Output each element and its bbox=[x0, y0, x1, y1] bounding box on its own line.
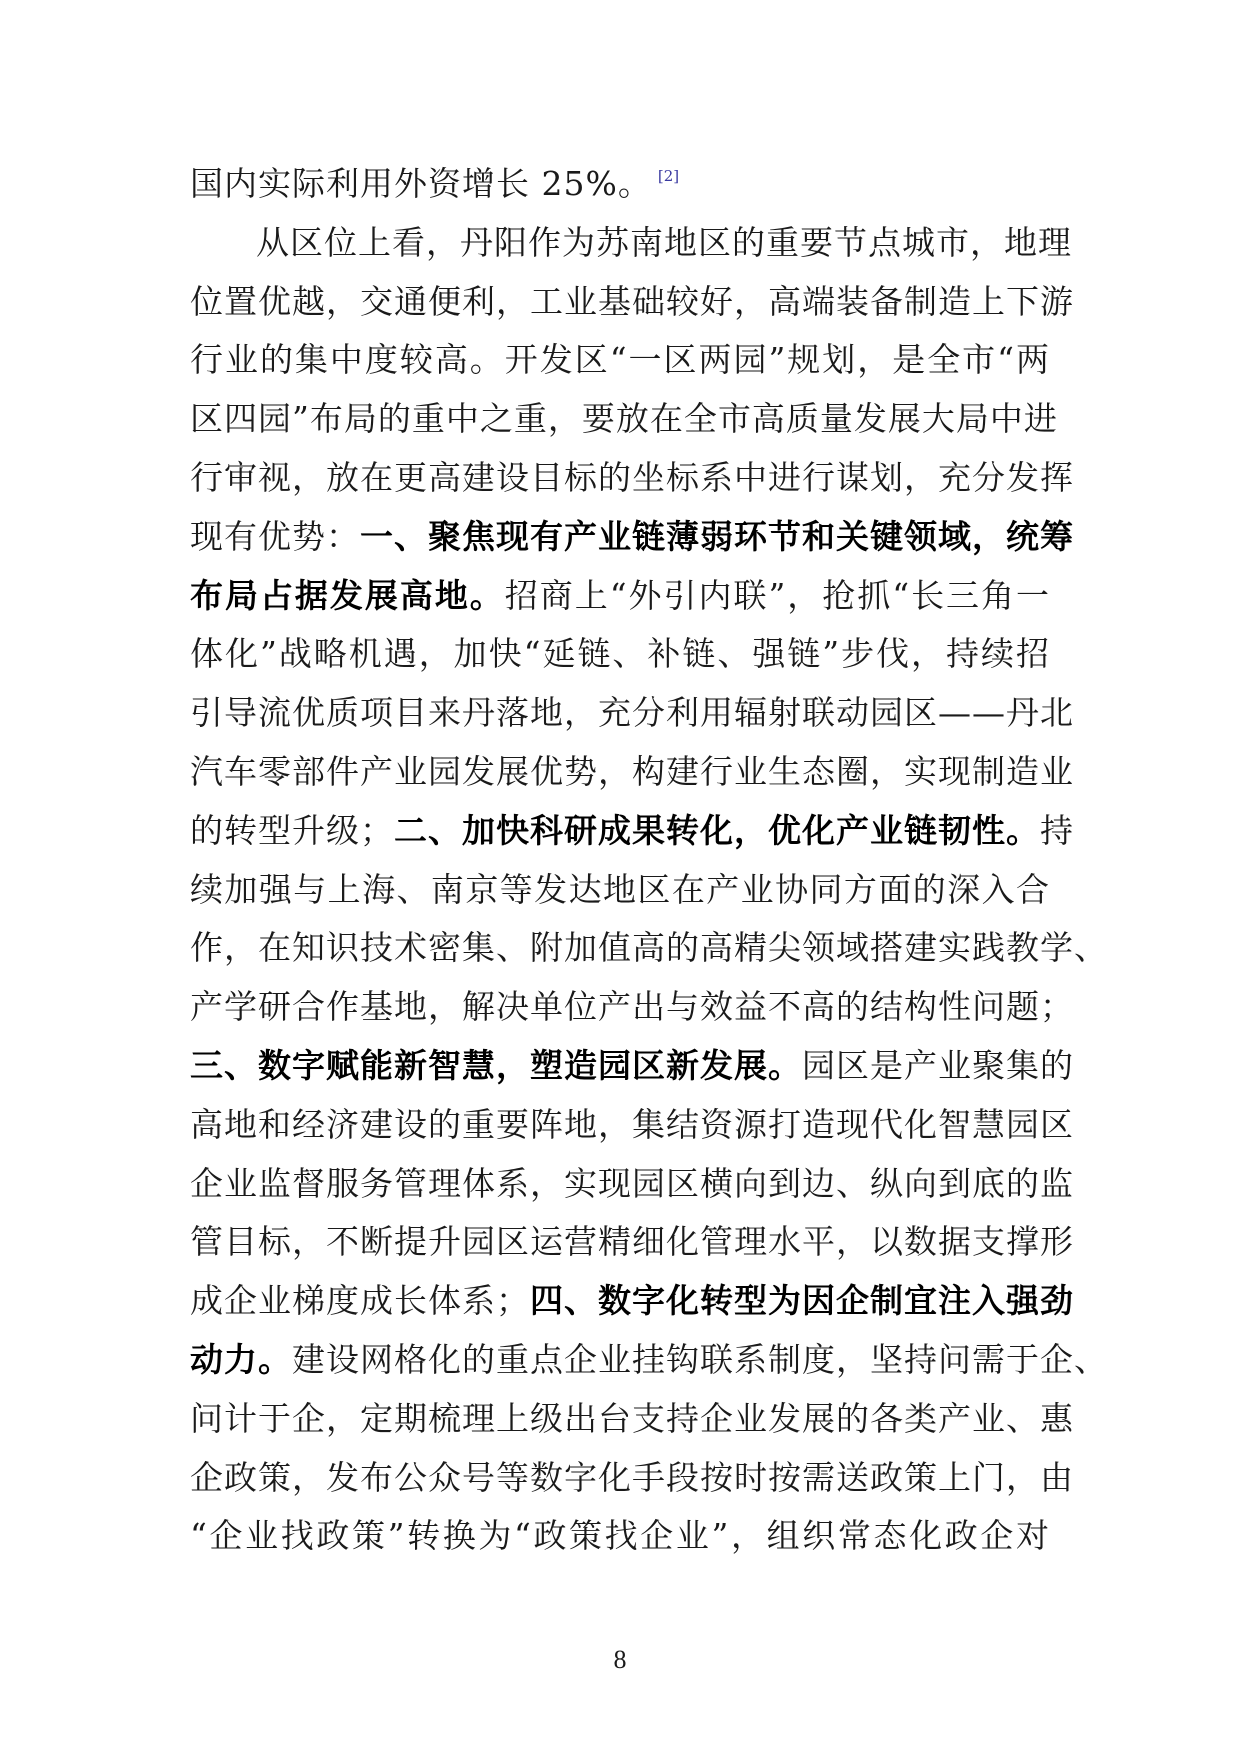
bold-heading-text: 布局占据发展高地。 bbox=[190, 575, 505, 615]
text-line bbox=[190, 1331, 1108, 1390]
text-line: 引导流优质项目来丹落地，充分利用辐射联动园区——丹北 bbox=[190, 693, 1074, 733]
text-line: 高地和经济建设的重要阵地，集结资源打造现代化智慧园区 bbox=[190, 1104, 1074, 1144]
line-text: 园区是产业聚集的 bbox=[802, 1045, 1074, 1085]
text-line: 产学研合作基地，解决单位产出与效益不高的结构性问题； bbox=[190, 987, 1074, 1027]
line-text: 持 bbox=[1040, 810, 1074, 850]
text-line: 位置优越，交通便利，工业基础较好，高端装备制造上下游 bbox=[190, 281, 1074, 321]
line-text: 成企业梯度成长体系； bbox=[190, 1281, 530, 1321]
text-line: 作，在知识技术密集、附加值高的高精尖领域搭建实践教学、 bbox=[190, 928, 1108, 968]
line-text: 建设网格化的重点企业挂钩联系制度，坚持问需于企、 bbox=[292, 1339, 1108, 1379]
body-text bbox=[190, 155, 1108, 1566]
text-line: 行审视，放在更高建设目标的坐标系中进行谋划，充分发挥 bbox=[190, 457, 1074, 497]
text-line bbox=[190, 508, 1074, 567]
text-line bbox=[190, 1272, 1074, 1331]
text-line: 问计于企，定期梳理上级出台支持企业发展的各类产业、惠 bbox=[190, 1398, 1074, 1438]
line-text: 国内实际利用外资增长 25%。 bbox=[190, 164, 652, 203]
bold-heading-text: 三、数字赋能新智慧，塑造园区新发展。 bbox=[190, 1045, 802, 1085]
paragraph-start-line: 从区位上看，丹阳作为苏南地区的重要节点城市，地理 bbox=[256, 222, 1072, 262]
text-line bbox=[190, 155, 1050, 214]
page-number: 8 bbox=[613, 1645, 627, 1674]
text-line: 体化”战略机遇，加快“延链、补链、强链”步伐，持续招 bbox=[190, 634, 1050, 674]
text-line: 管目标，不断提升园区运营精细化管理水平，以数据支撑形 bbox=[190, 1222, 1074, 1262]
line-text: 的转型升级； bbox=[190, 810, 394, 850]
text-line: 企业监督服务管理体系，实现园区横向到边、纵向到底的监 bbox=[190, 1163, 1074, 1203]
text-line: “企业找政策”转换为“政策找企业”，组织常态化政企对 bbox=[190, 1516, 1050, 1556]
text-line bbox=[190, 1037, 1074, 1096]
bold-heading-text: 一、聚焦现有产业链薄弱环节和关键领域，统筹 bbox=[360, 516, 1074, 556]
text-line bbox=[190, 567, 1050, 626]
text-line: 续加强与上海、南京等发达地区在产业协同方面的深入合 bbox=[190, 869, 1050, 909]
line-text: 招商上“外引内联”，抢抓“长三角一 bbox=[504, 575, 1050, 615]
text-line: 汽车零部件产业园发展优势，构建行业生态圈，实现制造业 bbox=[190, 751, 1074, 791]
text-line: 企政策，发布公众号等数字化手段按时按需送政策上门，由 bbox=[190, 1457, 1074, 1497]
footnote-reference[interactable]: [2] bbox=[657, 167, 680, 185]
text-line bbox=[190, 802, 1074, 861]
bold-heading-text: 四、数字化转型为因企制宜注入强劲 bbox=[530, 1281, 1074, 1321]
bold-heading-text: 二、加快科研成果转化，优化产业链韧性。 bbox=[394, 810, 1040, 850]
text-line: 区四园”布局的重中之重，要放在全市高质量发展大局中进 bbox=[190, 399, 1058, 439]
line-text: 现有优势： bbox=[190, 516, 360, 556]
bold-heading-text: 动力。 bbox=[190, 1339, 292, 1379]
text-line: 行业的集中度较高。开发区“一区两园”规划，是全市“两 bbox=[190, 340, 1050, 380]
